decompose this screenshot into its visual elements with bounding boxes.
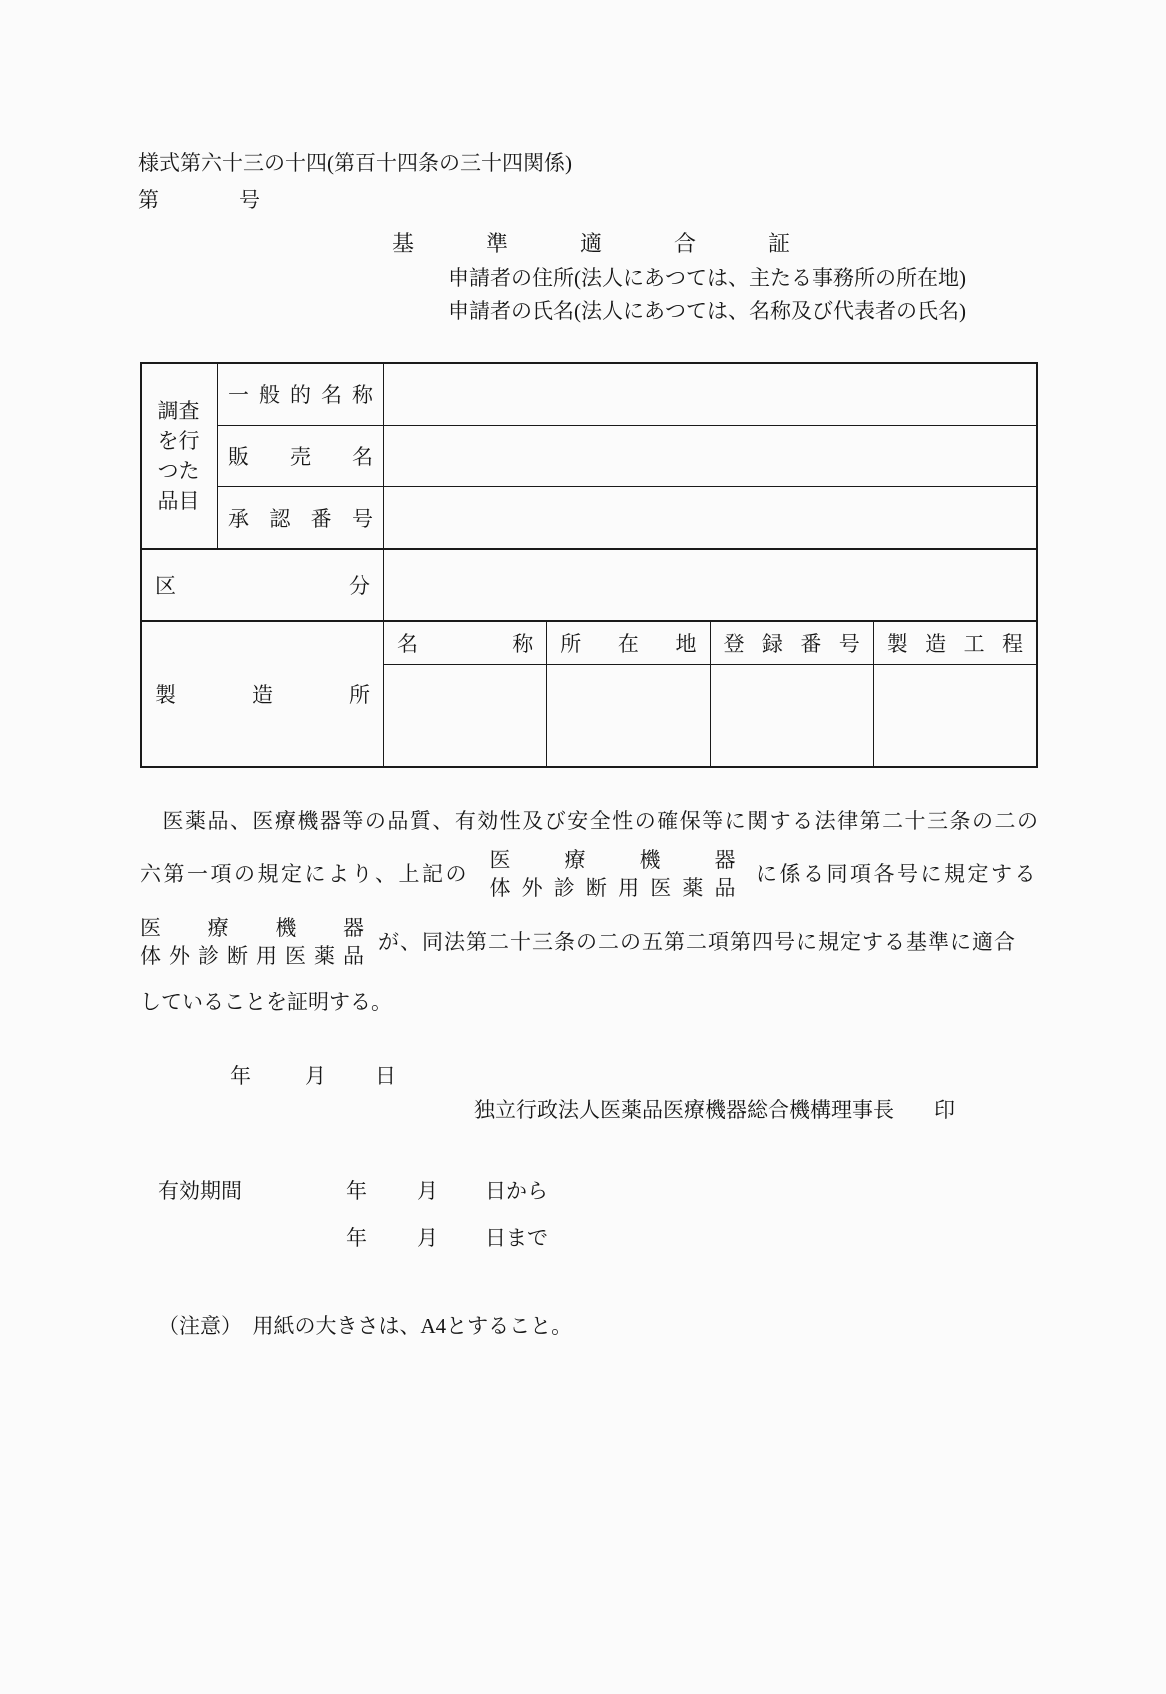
site-address-value-cell [547,665,710,766]
document-number-line [138,186,260,214]
issuer-signature-line [474,1096,955,1124]
approval-number-value-cell [384,487,1036,548]
issue-date-day-label: 日 [375,1064,396,1088]
registration-number-header-cell [711,622,874,664]
product-type-stack [490,846,736,902]
statement-line-2-prefix: 六第一項の規定により、上記の [140,862,469,886]
manufacturing-site-value-row [384,665,1036,766]
generic-name-label-cell [218,364,384,425]
applicant-address-label: 申請者の住所(法人にあつては、主たる事務所の所在地) [448,266,966,290]
validity-period-label: 有効期間 [158,1179,242,1203]
generic-name-label: 一般的名称 [228,383,373,408]
manufacturing-site-label-cell [142,622,384,766]
site-name-header-cell [384,622,547,664]
issue-date-year-label: 年 [230,1064,251,1088]
seal-mark: 印 [934,1098,955,1122]
applicant-name-label: 申請者の氏名(法人にあつては、名称及び代表者の氏名) [448,299,966,323]
statement-line-4: していることを証明する。 [140,990,392,1014]
validity-from-day: 日から [485,1179,548,1203]
product-type-ivd-2: 体外診断用医薬品 [140,944,364,968]
inspected-items-section [142,364,1036,550]
validity-from-year: 年 [346,1179,367,1203]
registration-number-value-cell [711,665,874,766]
brand-name-value-cell [384,426,1036,487]
document-number-prefix: 第 [138,188,159,212]
manufacturing-site-header-row [384,622,1036,665]
statement-line-1: 医薬品、医療機器等の品質、有効性及び安全性の確保等に関する法律第二十三条の二の [140,809,1038,833]
site-address-header: 所在地 [560,632,697,656]
category-label: 区分 [155,574,370,598]
form-style-number: 様式第六十三の十四(第百十四条の三十四関係) [138,151,572,175]
manufacturing-process-header: 製造工程 [886,632,1023,656]
item-rows [218,364,1036,548]
manufacturing-site-label: 製造所 [155,683,370,707]
validity-to-day: 日まで [485,1226,548,1250]
validity-from-month: 月 [417,1179,438,1203]
category-section [142,550,1036,622]
document-number-suffix: 号 [239,188,260,212]
validity-to-year: 年 [346,1226,367,1250]
statement-line-3-suffix: が、同法第二十三条の二の五第二項第四号に規定する基準に適合 [378,930,1016,954]
issuer-title: 独立行政法人医薬品医療機器総合機構理事長 [474,1098,894,1122]
certificate-title: 基準適合証 [392,231,863,256]
manufacturing-site-grid [384,622,1036,766]
inspected-items-table [140,362,1038,768]
category-label-cell [142,550,384,620]
category-value-cell [384,550,1036,620]
item-group-label: 調査を行つた品目 [157,399,200,513]
issue-date-month-label: 月 [305,1064,326,1088]
product-type-medical-device-2: 医療機器 [140,916,364,940]
site-address-header-cell [547,622,710,664]
item-group-label-cell [142,364,218,548]
statement-line-3 [140,914,1038,970]
product-type-stack-2 [140,914,364,970]
approval-number-label: 承認番号 [228,506,373,531]
validity-to-month: 月 [417,1226,438,1250]
approval-number-label-cell [218,487,384,548]
registration-number-header: 登録番号 [723,632,860,656]
product-type-ivd: 体外診断用医薬品 [489,876,736,900]
statement-line-2 [140,846,1038,902]
statement-line-2-suffix: に係る同項各号に規定する [756,862,1038,886]
product-type-medical-device: 医療機器 [489,848,736,872]
generic-name-value-cell [384,364,1036,425]
site-name-header: 名称 [397,632,534,656]
paper-size-note: （注意） 用紙の大きさは、A4とすること。 [158,1314,573,1338]
site-name-value-cell [384,665,547,766]
brand-name-label: 販売名 [228,445,373,469]
table-row-approval-number [218,487,1036,548]
table-row-generic-name [218,364,1036,426]
manufacturing-process-header-cell [874,622,1036,664]
manufacturing-process-value-cell [874,665,1036,766]
brand-name-label-cell [218,426,384,487]
table-row-brand-name [218,426,1036,488]
manufacturing-site-section [142,622,1036,766]
